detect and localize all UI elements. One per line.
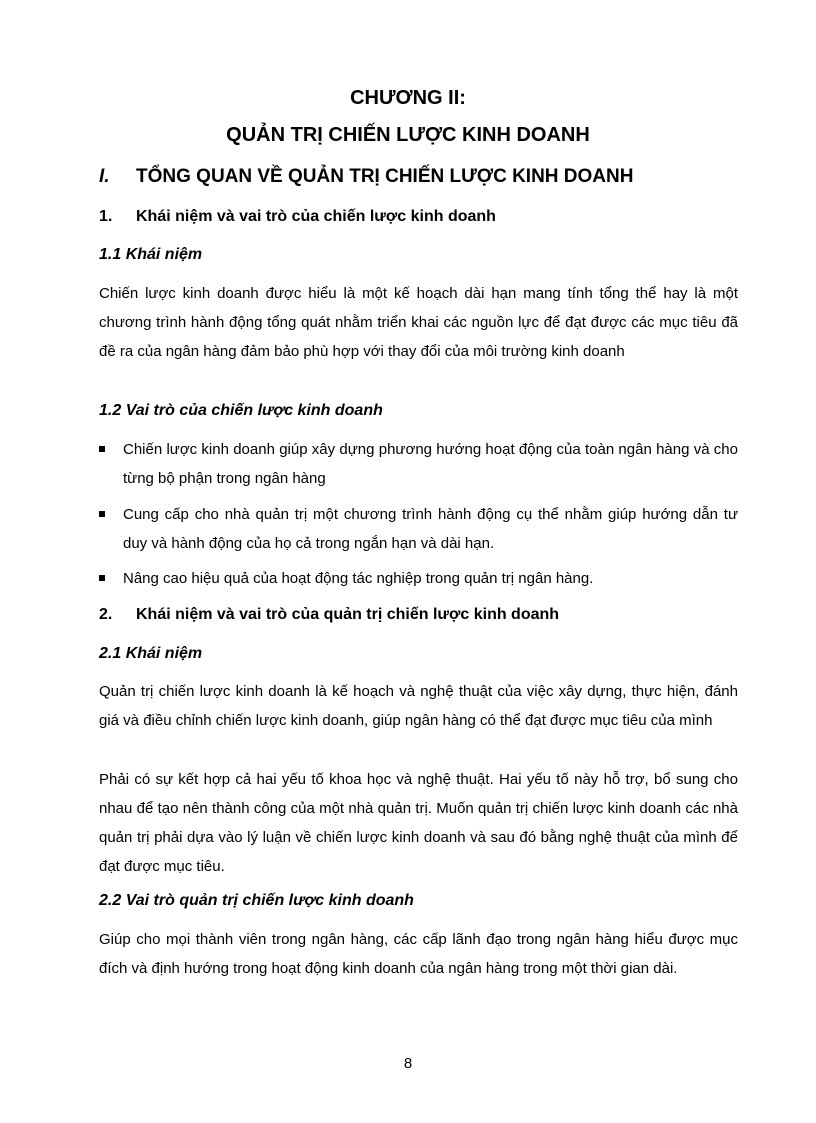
section-heading-1	[99, 165, 633, 189]
bullet-square-icon	[99, 575, 105, 581]
heading-2-2: 2.2 Vai trò quản trị chiến lược kinh doanh	[99, 892, 414, 909]
page-number: 8	[403, 1055, 413, 1072]
bullet-item: Nâng cao hiệu quả của hoạt động tác nghiệp trong quản trị ngân hàng.	[99, 564, 738, 593]
subsection-heading-2	[99, 604, 559, 626]
section-title: TỔNG QUAN VỀ QUẢN TRỊ CHIẾN LƯỢC KINH DOANH	[136, 166, 634, 187]
paragraph-1-1: Chiến lược kinh doanh được hiểu là một kế hoạch dài hạn mang tính tổng thể hay là một chương trình hành động tổng quát nhằm triển khai các nguồn lực để đạt được các mục tiêu đã đề ra của ngân hàng đảm bảo phù hợp với thay đổi của môi trường kinh doanh	[99, 285, 738, 360]
bullet-item: Chiến lược kinh doanh giúp xây dựng phương hướng hoạt động của toàn ngân hàng và cho từng bộ phận trong ngân hàng	[99, 435, 738, 493]
subsection-number: 2.	[99, 606, 113, 623]
subsection-heading-1	[99, 206, 496, 228]
paragraph-2-1-b: Phải có sự kết hợp cả hai yếu tố khoa học và nghệ thuật. Hai yếu tố này hỗ trợ, bổ sung cho nhau để tạo nên thành công của một nhà quản trị. Muốn quản trị chiến lược kinh doanh các nhà quản trị phải dựa vào lý luận về chiến lược kinh doanh và sau đó bằng nghệ thuật của mình để đạt được mục tiêu.	[99, 771, 738, 875]
subsection-title: Khái niệm và vai trò của quản trị chiến lược kinh doanh	[136, 606, 560, 623]
paragraph-2-1-a: Quản trị chiến lược kinh doanh là kế hoạch và nghệ thuật của việc xây dựng, thực hiện, đánh giá và điều chỉnh chiến lược kinh doanh, giúp ngân hàng có thể đạt được mục tiêu của mình	[99, 683, 738, 729]
bullet-square-icon	[99, 446, 105, 452]
subsection-number: 1.	[99, 208, 113, 225]
chapter-label: CHƯƠNG II:	[350, 87, 466, 109]
chapter-title: QUẢN TRỊ CHIẾN LƯỢC KINH DOANH	[226, 124, 590, 146]
bullet-item: Cung cấp cho nhà quản trị một chương trình hành động cụ thể nhằm giúp hướng dẫn tư duy và hành động của họ cả trong ngắn hạn và dài hạn.	[99, 500, 738, 558]
heading-1-1: 1.1 Khái niệm	[99, 246, 203, 263]
subsection-title: Khái niệm và vai trò của chiến lược kinh doanh	[136, 208, 496, 225]
bullet-square-icon	[99, 511, 105, 517]
section-number: I.	[99, 166, 110, 187]
paragraph-2-2: Giúp cho mọi thành viên trong ngân hàng, các cấp lãnh đạo trong ngân hàng hiểu được mục đích và định hướng trong hoạt động kinh doanh của ngân hàng trong một thời gian dài.	[99, 931, 738, 977]
heading-1-2: 1.2 Vai trò của chiến lược kinh doanh	[99, 402, 383, 419]
heading-2-1: 2.1 Khái niệm	[99, 645, 203, 662]
